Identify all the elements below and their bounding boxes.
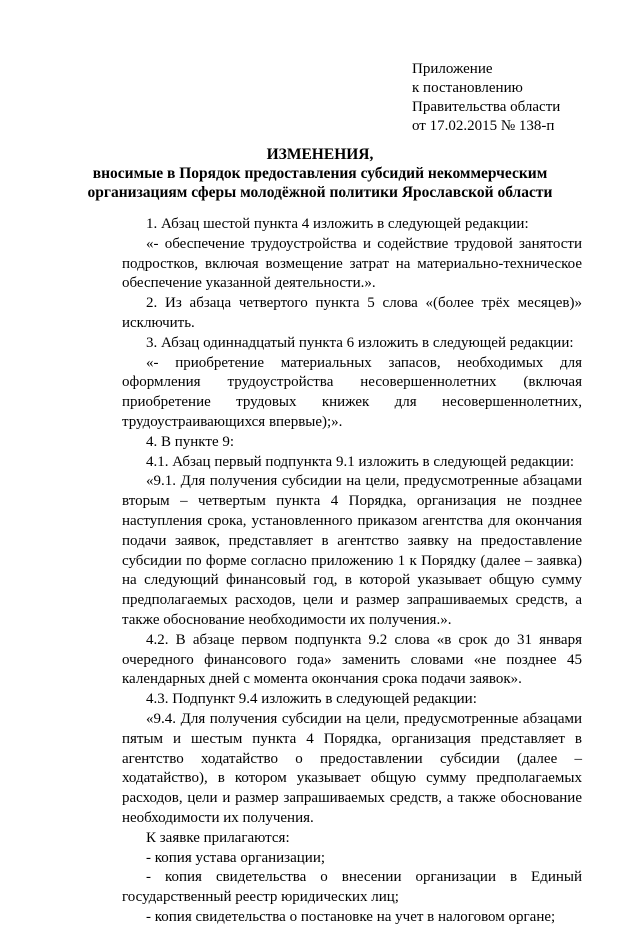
- paragraph: «- приобретение материальных запасов, необходимых для оформления трудоустройства несовершеннолетних (включая приобретение трудовых книжек для несовершеннолетних, трудоустраивающихся впервые);».: [122, 354, 582, 430]
- paragraph: 2. Из абзаца четвертого пункта 5 слова «(более трёх месяцев)» исключить.: [122, 295, 582, 331]
- paragraph: 1. Абзац шестой пункта 4 изложить в следующей редакции:: [146, 216, 529, 232]
- paragraph: 4.2. В абзаце первом подпункта 9.2 слова «в срок до 31 января очередного финансового года» заменить словами «не позднее 45 календарных дней с момента окончания срока подачи заявок».: [122, 631, 582, 688]
- appendix-line: Правительства области: [412, 99, 561, 115]
- paragraph: К заявке прилагаются:: [146, 829, 290, 846]
- appendix-line: Приложение: [412, 61, 493, 77]
- paragraph: 4.1. Абзац первый подпункта 9.1 изложить в следующей редакции:: [146, 453, 575, 470]
- document-subtitle: [0, 164, 640, 202]
- document-title: ИЗМЕНЕНИЯ,: [266, 146, 374, 163]
- paragraph: «9.4. Для получения субсидии на цели, предусмотренные абзацами пятым и шестым пункта 4 Порядка, организация представляет в агентство ходатайство о предоставлении субсидии (далее – ходатайство), в котором указывает общую сумму предполагаемых расходов, цели и размер запрашиваемых средств, а также обоснование необходимости их получения.: [122, 710, 582, 826]
- document-body: [122, 215, 582, 928]
- appendix-block: [412, 60, 560, 136]
- paragraph: - копия свидетельства о постановке на учет в налоговом органе;: [146, 908, 556, 925]
- appendix-line: от 17.02.2015 № 138-п: [412, 118, 555, 134]
- paragraph: 3. Абзац одиннадцатый пункта 6 изложить в следующей редакции:: [146, 334, 574, 351]
- subtitle-line: организациям сферы молодёжной политики Ярославской области: [87, 184, 553, 201]
- subtitle-line: вносимые в Порядок предоставления субсидий некоммерческим: [92, 165, 548, 182]
- paragraph: - копия свидетельства о внесении организации в Единый государственный реестр юридических лиц;: [122, 869, 582, 906]
- paragraph: 4. В пункте 9:: [146, 433, 235, 450]
- appendix-line: к постановлению: [412, 80, 523, 96]
- paragraph: - копия устава организации;: [146, 849, 326, 866]
- paragraph: «- обеспечение трудоустройства и содействие трудовой занятости подростков, включая возмещение затрат на материально-техническое обеспечение указанной деятельности.».: [122, 235, 582, 292]
- paragraph: 4.3. Подпункт 9.4 изложить в следующей редакции:: [146, 691, 477, 708]
- paragraph: «9.1. Для получения субсидии на цели, предусмотренные абзацами вторым – четвертым пункта 4 Порядка, организация не позднее наступления срока, установленного приказом агентства для окончания подачи заявок, представляет в агентство заявку на предоставление субсидии по форме согласно приложению 1 к Порядку (далее – заявка) на следующий финансовый год, в которой указывает общую сумму предполагаемых расходов, цели и размер запрашиваемых средств, а также обоснование необходимости их получения.».: [122, 473, 582, 628]
- document-heading: [0, 145, 640, 202]
